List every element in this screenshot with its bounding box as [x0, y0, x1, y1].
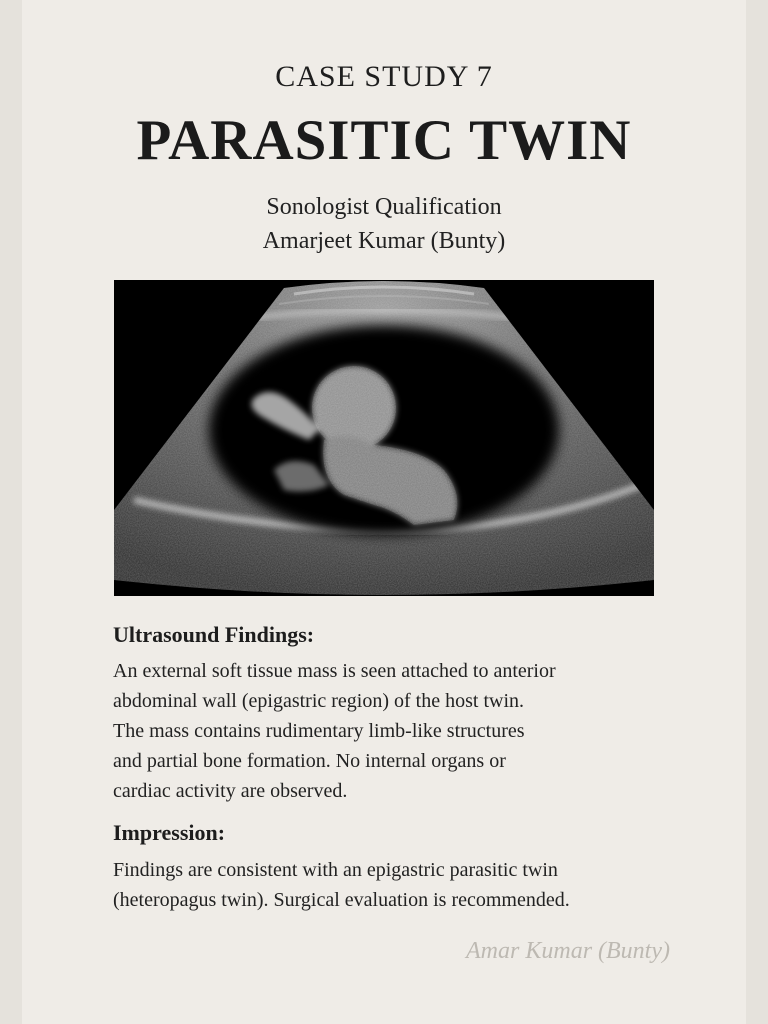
signature: Amar Kumar (Bunty) — [466, 938, 670, 964]
document-title: PARASITIC TWIN — [136, 109, 632, 172]
impression-text — [113, 855, 703, 915]
findings-line: cardiac activity are observed. — [113, 780, 348, 802]
author-name: Amarjeet Kumar (Bunty) — [262, 228, 506, 254]
findings-line: An external soft tissue mass is seen attached to anterior — [113, 660, 556, 682]
findings-line: The mass contains rudimentary limb-like structures — [113, 720, 525, 742]
findings-line: abdominal wall (epigastric region) of the host twin. — [113, 690, 525, 712]
impression-line: Findings are consistent with an epigastric parasitic twin — [113, 859, 558, 881]
ultrasound-image — [114, 280, 654, 596]
case-study-label: CASE STUDY 7 — [275, 60, 493, 93]
impression-line: (heteropagus twin). Surgical evaluation is recommended. — [113, 889, 570, 911]
impression-heading: Impression: — [113, 820, 226, 845]
findings-heading: Ultrasound Findings: — [113, 622, 315, 647]
findings-line: and partial bone formation. No internal organs or — [113, 750, 506, 772]
qualification-text: Sonologist Qualification — [266, 194, 502, 220]
document-page — [22, 0, 746, 1024]
findings-text — [113, 656, 703, 806]
